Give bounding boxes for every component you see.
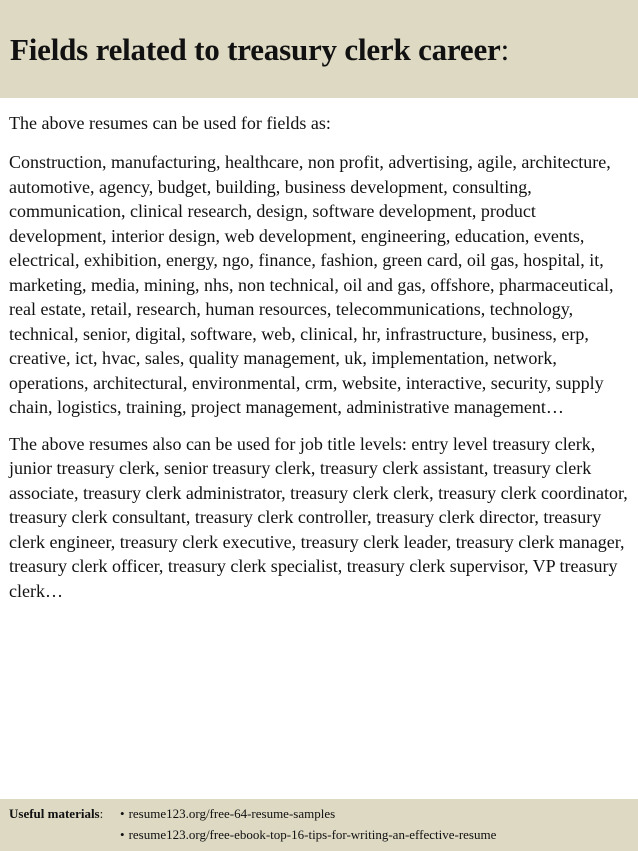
page-title xyxy=(10,32,638,68)
footer-link-2[interactable] xyxy=(120,824,496,845)
footer-link-1-text[interactable]: resume123.org/free-64-resume-samples xyxy=(128,806,336,821)
page-title-colon: : xyxy=(500,32,510,67)
title-bar xyxy=(0,0,638,98)
fields-paragraph: Construction, manufacturing, healthcare, non profit, advertising, agile, architecture, automotive, agency, budget, building, business development, consulting, communication, clinical research, design, software development, product development, interior design, web development, engineering, education, events, electrical, exhibition, energy, ngo, finance, fashion, green card, oil gas, hospital, it, marketing, media, mining, nhs, non technical, oil and gas, offshore, pharmaceutical, real estate, retail, research, human resources, telecommunications, technology, technical, senior, digital, software, web, clinical, hr, infrastructure, business, erp, creative, ict, hvac, sales, quality management, uk, implementation, network, operations, architectural, environmental, crm, website, interactive, security, supply chain, logistics, training, project management, administrative management… xyxy=(9,152,614,417)
page-title-text: Fields related to treasury clerk career xyxy=(10,32,501,67)
footer-link-2-text[interactable]: resume123.org/free-ebook-top-16-tips-for-writing-an-effective-resume xyxy=(128,827,497,842)
footer-label-colon: : xyxy=(99,806,104,821)
job-titles-paragraph: The above resumes also can be used for job title levels: entry level treasury clerk, junior treasury clerk, senior treasury clerk, treasury clerk assistant, treasury clerk associate, treasury clerk administrator, treasury clerk clerk, treasury clerk coordinator, treasury clerk consultant, treasury clerk controller, treasury clerk director, treasury clerk engineer, treasury clerk executive, treasury clerk leader, treasury clerk manager, treasury clerk officer, treasury clerk specialist, treasury clerk supervisor, VP treasury clerk… xyxy=(9,433,628,601)
footer xyxy=(0,799,638,851)
footer-row-2 xyxy=(9,824,638,845)
footer-label-text: Useful materials xyxy=(9,806,100,821)
footer-row-1 xyxy=(9,803,638,824)
main-content xyxy=(9,111,634,603)
bullet-icon: • xyxy=(120,827,125,842)
footer-label xyxy=(9,803,120,824)
bullet-icon: • xyxy=(120,806,125,821)
footer-link-1[interactable] xyxy=(120,803,335,824)
intro-text: The above resumes can be used for fields as: xyxy=(9,113,331,133)
footer-label-spacer xyxy=(9,824,120,845)
